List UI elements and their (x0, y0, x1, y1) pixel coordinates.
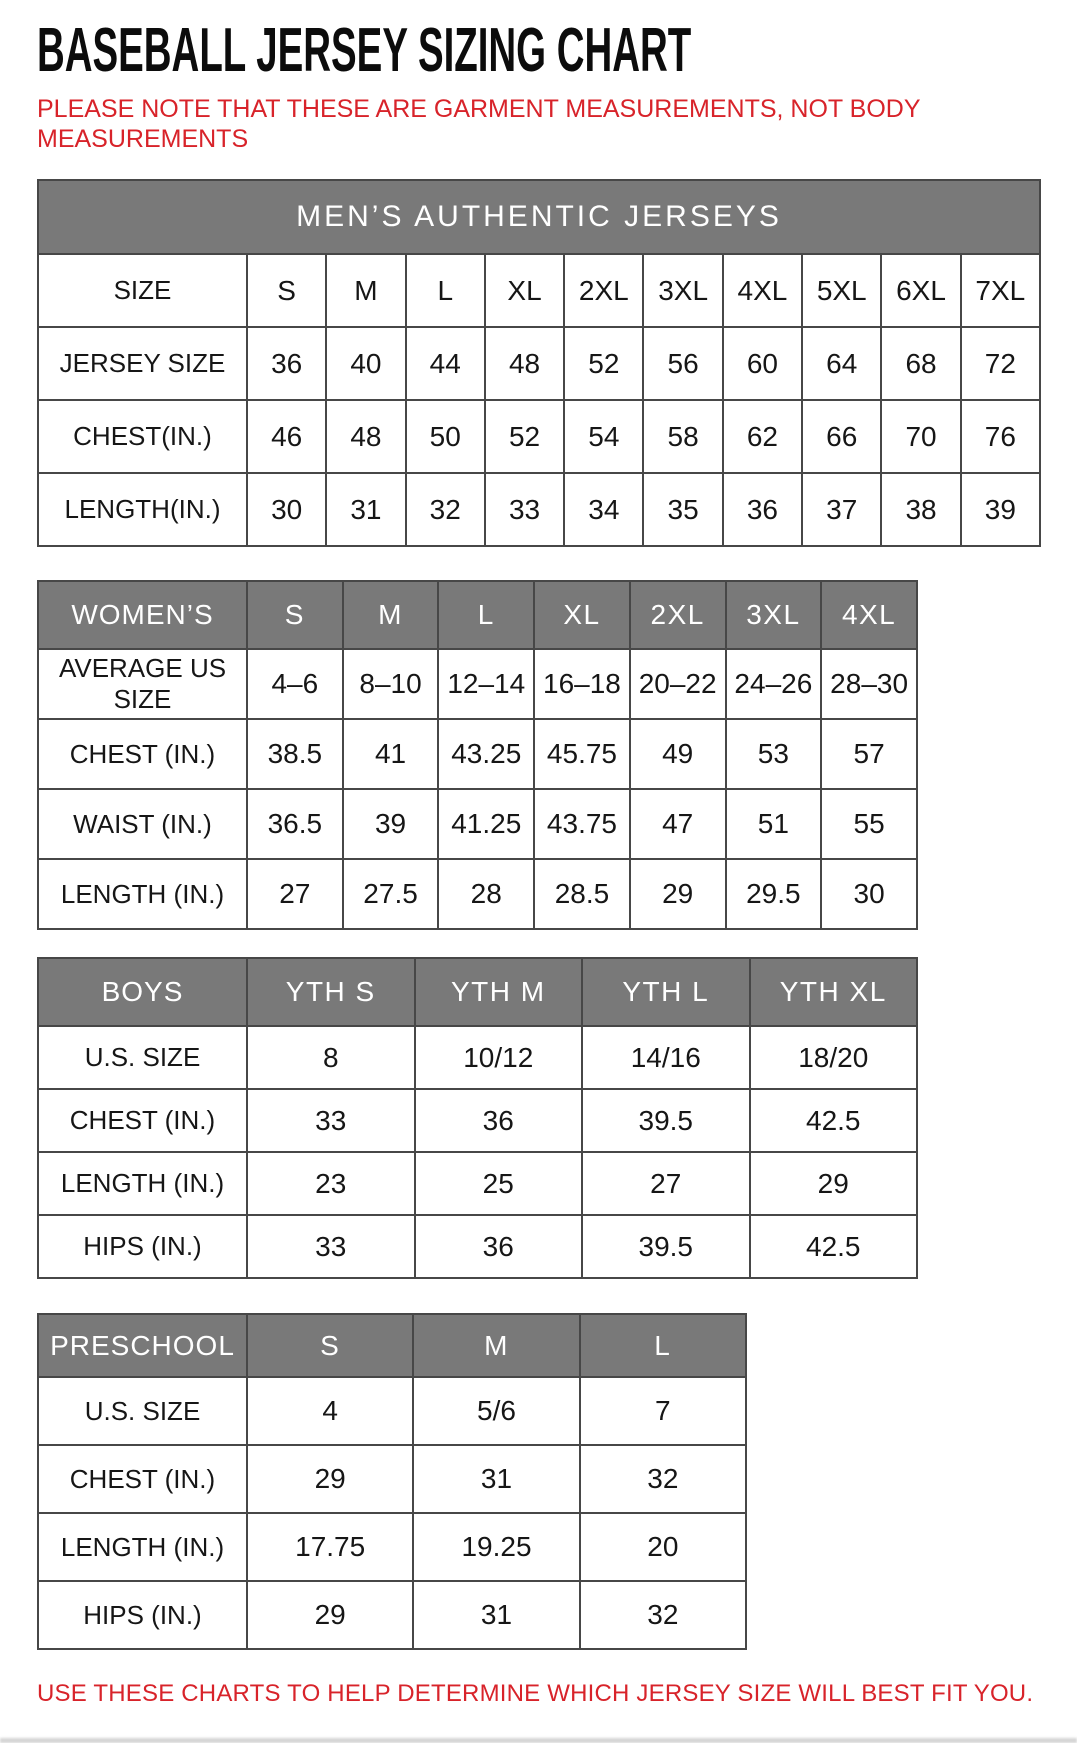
page-title: BASEBALL JERSEY SIZING CHART (37, 16, 692, 85)
row-label: LENGTH (IN.) (38, 1152, 247, 1215)
column-header: YTH M (415, 958, 583, 1026)
column-header: M (413, 1314, 579, 1377)
table-row (38, 327, 1040, 400)
table-cell: 35 (643, 473, 722, 546)
row-label: CHEST (IN.) (38, 719, 247, 789)
table-cell: 3XL (643, 254, 722, 327)
table-cell: L (406, 254, 485, 327)
preschool-sizing-table (37, 1313, 747, 1650)
table-cell: 31 (413, 1445, 579, 1513)
column-header: 3XL (726, 581, 822, 649)
table-cell: 39 (343, 789, 439, 859)
table-row (38, 1026, 917, 1089)
column-header: S (247, 1314, 413, 1377)
row-label: JERSEY SIZE (38, 327, 247, 400)
mens-sizing-table (37, 253, 1041, 547)
column-header: YTH L (582, 958, 750, 1026)
column-header: M (343, 581, 439, 649)
table-cell: 48 (326, 400, 405, 473)
table-cell: 72 (961, 327, 1040, 400)
table-row (38, 1152, 917, 1215)
table-cell: 43.25 (438, 719, 534, 789)
table-cell: 42.5 (750, 1089, 918, 1152)
table-cell: 8–10 (343, 649, 439, 719)
row-label: HIPS (IN.) (38, 1581, 247, 1649)
row-label: LENGTH (IN.) (38, 859, 247, 929)
table-cell: 14/16 (582, 1026, 750, 1089)
table-cell: 29.5 (726, 859, 822, 929)
mens-authentic-jerseys-banner: MEN’S AUTHENTIC JERSEYS (37, 179, 1041, 255)
table-cell: 50 (406, 400, 485, 473)
table-row (38, 649, 917, 719)
table-cell: 53 (726, 719, 822, 789)
table-cell: 29 (247, 1581, 413, 1649)
sizing-chart-page (37, 0, 1077, 1708)
table-row (38, 859, 917, 929)
table-cell: 31 (326, 473, 405, 546)
table-cell: 10/12 (415, 1026, 583, 1089)
table-cell: 70 (881, 400, 960, 473)
table-cell: 7XL (961, 254, 1040, 327)
table-row (38, 1581, 746, 1649)
header-row (38, 581, 917, 649)
row-label: HIPS (IN.) (38, 1215, 247, 1278)
table-cell: 58 (643, 400, 722, 473)
table-cell: 27 (247, 859, 343, 929)
table-row (38, 400, 1040, 473)
column-header: S (247, 581, 343, 649)
table-cell: 12–14 (438, 649, 534, 719)
table-cell: 6XL (881, 254, 960, 327)
row-label: BOYS (38, 958, 247, 1026)
table-row (38, 254, 1040, 327)
table-cell: 5/6 (413, 1377, 579, 1445)
table-cell: 5XL (802, 254, 881, 327)
table-cell: 27 (582, 1152, 750, 1215)
table-cell: 44 (406, 327, 485, 400)
table-row (38, 1215, 917, 1278)
womens-sizing-table (37, 580, 918, 930)
column-header: YTH S (247, 958, 415, 1026)
table-cell: 33 (485, 473, 564, 546)
table-cell: 7 (580, 1377, 746, 1445)
table-cell: 27.5 (343, 859, 439, 929)
table-cell: 20 (580, 1513, 746, 1581)
table-cell: 36 (415, 1089, 583, 1152)
table-cell: 40 (326, 327, 405, 400)
row-label: WOMEN’S (38, 581, 247, 649)
table-cell: 39.5 (582, 1089, 750, 1152)
table-cell: 19.25 (413, 1513, 579, 1581)
table-cell: 32 (580, 1445, 746, 1513)
table-cell: 42.5 (750, 1215, 918, 1278)
row-label: U.S. SIZE (38, 1377, 247, 1445)
row-label: AVERAGE US SIZE (38, 649, 247, 719)
table-row (38, 1089, 917, 1152)
table-cell: 76 (961, 400, 1040, 473)
table-cell: 36.5 (247, 789, 343, 859)
table-cell: 23 (247, 1152, 415, 1215)
fit-advice-footer: USE THESE CHARTS TO HELP DETERMINE WHICH JERSEY SIZE WILL BEST FIT YOU. (37, 1680, 1034, 1707)
table-row (38, 1445, 746, 1513)
column-header: L (438, 581, 534, 649)
table-cell: 24–26 (726, 649, 822, 719)
table-cell: M (326, 254, 405, 327)
table-cell: 25 (415, 1152, 583, 1215)
table-cell: 29 (750, 1152, 918, 1215)
column-header: L (580, 1314, 746, 1377)
table-row (38, 473, 1040, 546)
boys-sizing-table (37, 957, 918, 1279)
table-row (38, 1513, 746, 1581)
table-cell: 51 (726, 789, 822, 859)
row-label: PRESCHOOL (38, 1314, 247, 1377)
table-row (38, 719, 917, 789)
row-label: LENGTH (IN.) (38, 1513, 247, 1581)
table-cell: 36 (723, 473, 802, 546)
garment-measurement-note: PLEASE NOTE THAT THESE ARE GARMENT MEASUREMENTS, NOT BODY MEASUREMENTS (37, 95, 921, 153)
row-label: WAIST (IN.) (38, 789, 247, 859)
table-row (38, 789, 917, 859)
table-cell: 52 (485, 400, 564, 473)
table-cell: S (247, 254, 326, 327)
table-cell: 4 (247, 1377, 413, 1445)
table-cell: XL (485, 254, 564, 327)
row-label: U.S. SIZE (38, 1026, 247, 1089)
table-cell: 56 (643, 327, 722, 400)
table-cell: 62 (723, 400, 802, 473)
table-cell: 43.75 (534, 789, 630, 859)
table-cell: 34 (564, 473, 643, 546)
table-cell: 46 (247, 400, 326, 473)
table-cell: 28–30 (821, 649, 917, 719)
table-cell: 57 (821, 719, 917, 789)
table-cell: 45.75 (534, 719, 630, 789)
row-label: SIZE (38, 254, 247, 327)
table-cell: 52 (564, 327, 643, 400)
table-cell: 64 (802, 327, 881, 400)
table-cell: 68 (881, 327, 960, 400)
table-cell: 8 (247, 1026, 415, 1089)
column-header: YTH XL (750, 958, 918, 1026)
row-label: CHEST (IN.) (38, 1089, 247, 1152)
table-cell: 36 (247, 327, 326, 400)
header-row (38, 1314, 746, 1377)
table-cell: 30 (247, 473, 326, 546)
table-cell: 41 (343, 719, 439, 789)
table-cell: 37 (802, 473, 881, 546)
table-cell: 60 (723, 327, 802, 400)
row-label: CHEST (IN.) (38, 1445, 247, 1513)
table-cell: 31 (413, 1581, 579, 1649)
table-cell: 33 (247, 1215, 415, 1278)
table-cell: 66 (802, 400, 881, 473)
table-cell: 29 (247, 1445, 413, 1513)
table-cell: 54 (564, 400, 643, 473)
table-cell: 38 (881, 473, 960, 546)
table-cell: 16–18 (534, 649, 630, 719)
table-cell: 2XL (564, 254, 643, 327)
table-cell: 36 (415, 1215, 583, 1278)
bottom-edge-strip (0, 1738, 1077, 1743)
table-cell: 29 (630, 859, 726, 929)
table-cell: 30 (821, 859, 917, 929)
row-label: CHEST(IN.) (38, 400, 247, 473)
table-cell: 32 (580, 1581, 746, 1649)
table-cell: 4–6 (247, 649, 343, 719)
table-cell: 48 (485, 327, 564, 400)
table-cell: 4XL (723, 254, 802, 327)
table-cell: 17.75 (247, 1513, 413, 1581)
table-cell: 18/20 (750, 1026, 918, 1089)
table-cell: 28 (438, 859, 534, 929)
table-cell: 49 (630, 719, 726, 789)
table-cell: 39.5 (582, 1215, 750, 1278)
header-row (38, 958, 917, 1026)
column-header: 4XL (821, 581, 917, 649)
table-cell: 32 (406, 473, 485, 546)
table-cell: 28.5 (534, 859, 630, 929)
table-cell: 39 (961, 473, 1040, 546)
table-cell: 20–22 (630, 649, 726, 719)
table-cell: 38.5 (247, 719, 343, 789)
row-label: LENGTH(IN.) (38, 473, 247, 546)
column-header: 2XL (630, 581, 726, 649)
table-cell: 47 (630, 789, 726, 859)
table-cell: 41.25 (438, 789, 534, 859)
table-cell: 33 (247, 1089, 415, 1152)
column-header: XL (534, 581, 630, 649)
table-cell: 55 (821, 789, 917, 859)
table-row (38, 1377, 746, 1445)
